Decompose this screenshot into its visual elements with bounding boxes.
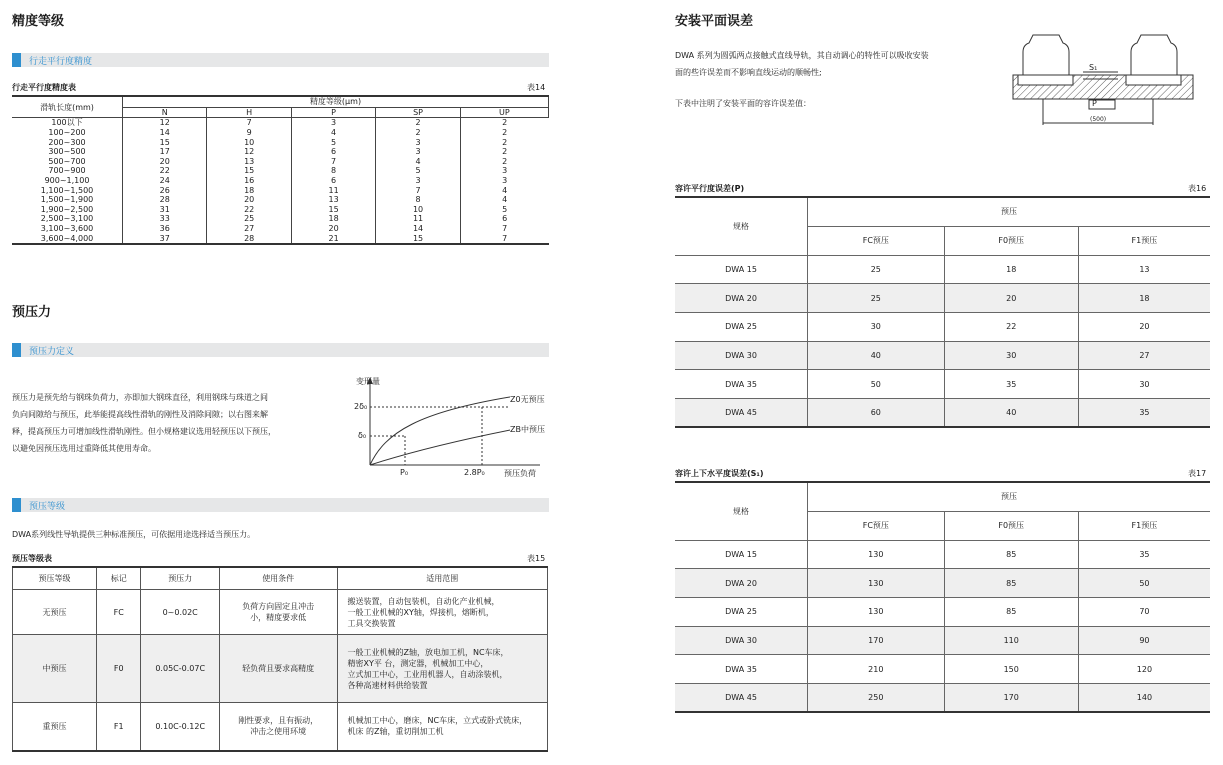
table-cell-condition (219, 590, 337, 635)
table-column-header: 预压力 (141, 567, 219, 590)
table-cell: 150 (944, 655, 1078, 684)
table-cell: 28 (123, 195, 207, 205)
table-row (675, 683, 1210, 712)
preload-grade-text: DWA系列线性导轨提供三种标准预压，可依据用途选择适当预压力。 (12, 530, 256, 539)
graph-x-tick-p0: P₀ (400, 468, 409, 477)
table-cell: 0.10C-0.12C (141, 703, 219, 751)
table-row (12, 137, 549, 147)
table-cell: DWA 25 (675, 597, 808, 626)
table-cell: 2 (460, 147, 548, 157)
table-row (675, 569, 1210, 598)
table-column-header: 适用范围 (337, 567, 548, 590)
table-cell: 31 (123, 205, 207, 215)
table-cell: 21 (291, 233, 375, 244)
table-cell: 3 (291, 118, 375, 128)
graph-y-label: 变形量 (356, 377, 380, 386)
table-cell: 170 (808, 626, 945, 655)
text-line: 面的些许误差而不影响直线运动的顺畅性; (675, 68, 822, 77)
table-column-header: F1预压 (1078, 226, 1210, 255)
table-cell: DWA 15 (675, 540, 808, 569)
graph-legend-zb: ZB中预压 (510, 425, 545, 434)
table-cell: 25 (808, 255, 945, 284)
table-cell: 5 (376, 166, 460, 176)
table-cell: 7 (460, 224, 548, 234)
table-cell: DWA 30 (675, 626, 808, 655)
table-column-header: 使用条件 (219, 567, 337, 590)
table16-number: 表16 (1188, 184, 1207, 193)
table-row (12, 205, 549, 215)
table-cell: 11 (291, 185, 375, 195)
table-cell: 3,600~4,000 (12, 233, 123, 244)
table-cell: 20 (291, 224, 375, 234)
table15-caption: 预压等级表 (12, 554, 52, 563)
subsection-bar-preload-grade (12, 498, 549, 512)
table-column-header: F0预压 (944, 226, 1078, 255)
table-cell: 26 (123, 185, 207, 195)
graph-legend-z0: Z0无预压 (510, 395, 545, 404)
table-cell: 35 (1078, 540, 1210, 569)
table-cell: 170 (944, 683, 1078, 712)
table-cell: 11 (376, 214, 460, 224)
table-level-tolerance (675, 481, 1210, 713)
table-cell: 30 (808, 312, 945, 341)
table-row (12, 185, 549, 195)
table-parallelism-precision (12, 95, 549, 245)
table-cell: F0 (96, 635, 141, 703)
table-cell: 35 (944, 370, 1078, 399)
section-title-mounting-error: 安装平面误差 (675, 14, 754, 29)
text-line: 立式加工中心，工业用机器人，自动涂装机， (347, 669, 508, 679)
table-cell-scope (337, 635, 548, 703)
table-cell: 20 (123, 157, 207, 167)
table15-number: 表15 (527, 554, 546, 563)
text-line: 负向间隙给与预压，此举能提高线性滑轨的刚性及消除间隙；以右图来解 (12, 410, 268, 419)
text-line: 精密XY平 台，测定器，机械加工中心， (347, 658, 489, 668)
table-row (12, 166, 549, 176)
table-column-header: F1预压 (1078, 511, 1210, 540)
text-line: 刚性要求，且有振动， (238, 716, 319, 726)
table-cell: 7 (291, 157, 375, 167)
table-row (675, 597, 1210, 626)
table-cell: 35 (1078, 398, 1210, 427)
table-cell: 7 (376, 185, 460, 195)
table-cell: 50 (1078, 569, 1210, 598)
table-cell: 60 (808, 398, 945, 427)
table-cell: 900~1,100 (12, 176, 123, 186)
table14-number: 表14 (527, 83, 546, 92)
table-cell: 16 (207, 176, 291, 186)
table-cell: 重预压 (13, 703, 97, 751)
table-cell: 2 (376, 128, 460, 138)
table-column-header: UP (460, 107, 548, 118)
table-cell: 700~900 (12, 166, 123, 176)
table-cell: 中预压 (13, 635, 97, 703)
table-row (675, 312, 1210, 341)
table-cell: 无预压 (13, 590, 97, 635)
text-line: 冲击之使用环境 (250, 727, 307, 737)
table-cell: 30 (1078, 370, 1210, 399)
section-marker (12, 53, 21, 67)
table-cell: 37 (123, 233, 207, 244)
table-cell: 300~500 (12, 147, 123, 157)
table16-caption: 容许平行度误差(P) (675, 184, 745, 193)
table-cell: 210 (808, 655, 945, 684)
table-row (675, 655, 1210, 684)
table-cell: 13 (207, 157, 291, 167)
curve-zb (370, 430, 510, 465)
table-cell: 24 (123, 176, 207, 186)
table-cell: 7 (460, 233, 548, 244)
table-cell: 1,100~1,500 (12, 185, 123, 195)
table-cell: 20 (1078, 312, 1210, 341)
text-line: 释，提高预压力可增加线性滑轨刚性。但小规格建议选用轻预压以下预压， (12, 427, 276, 436)
table-cell-condition (219, 703, 337, 751)
table17-number: 表17 (1188, 469, 1207, 478)
table-column-header: F0预压 (944, 511, 1078, 540)
table-cell: 120 (1078, 655, 1210, 684)
table-column-header: H (207, 107, 291, 118)
table-cell: DWA 30 (675, 341, 808, 370)
table-cell: 85 (944, 569, 1078, 598)
table-parallelism-tolerance (675, 196, 1210, 428)
left-rail (1018, 75, 1073, 85)
table-column-header: 标记 (96, 567, 141, 590)
table-header: 滑轨长度(mm) (12, 96, 123, 118)
table-column-header: FC预压 (808, 511, 945, 540)
text-line: 各种高速材料供给装置 (347, 680, 428, 690)
table-cell: 27 (1078, 341, 1210, 370)
text-line: 机械加工中心，磨床，NC车床，立式或卧式铣床， (347, 716, 528, 726)
table-cell: 2 (460, 157, 548, 167)
mounting-error-text (675, 47, 975, 81)
table-row (12, 214, 549, 224)
text-line: 小，精度要求低 (250, 613, 307, 622)
left-rail-block (1023, 35, 1069, 75)
table-cell: 18 (207, 185, 291, 195)
table-column-header: 预压等级 (13, 567, 97, 590)
table-cell: 14 (376, 224, 460, 234)
table-header-row (675, 197, 1210, 226)
mounting-error-note: 下表中注明了安装平面的容许误差值： (675, 99, 811, 108)
graph-x-label: 预压负荷 (504, 469, 536, 478)
table-cell: DWA 20 (675, 284, 808, 313)
table-cell-scope (337, 703, 548, 751)
table-row (12, 128, 549, 138)
table-cell: 17 (123, 147, 207, 157)
table-cell: 2 (460, 118, 548, 128)
table-header: 预压 (808, 197, 1211, 226)
table-column-header: SP (376, 107, 460, 118)
table-cell: 25 (207, 214, 291, 224)
table-cell: 4 (376, 157, 460, 167)
table-header: 精度等级(μm) (123, 96, 549, 107)
graph-x-tick-2p8: 2.8P₀ (464, 468, 485, 477)
table-cell: 7 (207, 118, 291, 128)
table-cell: 33 (123, 214, 207, 224)
table-cell: 14 (123, 128, 207, 138)
table-cell: 25 (808, 284, 945, 313)
text-line: 一般工业机械的XY轴，焊接机，熔断机， (347, 607, 494, 617)
table-cell: 0~0.02C (141, 590, 219, 635)
subsection-label: 预压力定义 (29, 347, 75, 357)
subsection-label: 行走平行度精度 (29, 57, 93, 67)
table-row (675, 255, 1210, 284)
section-marker (12, 343, 21, 357)
right-rail (1126, 75, 1181, 85)
table-cell: 15 (123, 137, 207, 147)
table-cell: 40 (944, 398, 1078, 427)
table-cell: 4 (291, 128, 375, 138)
figure-s1-label: S₁ (1089, 63, 1098, 72)
table-row (13, 635, 548, 703)
table-cell: 50 (808, 370, 945, 399)
table-cell: 15 (291, 205, 375, 215)
table-cell: 10 (207, 137, 291, 147)
table-cell: 6 (291, 147, 375, 157)
table-cell: DWA 45 (675, 398, 808, 427)
table-cell: 40 (808, 341, 945, 370)
table-cell: DWA 35 (675, 370, 808, 399)
table-cell: 3 (460, 166, 548, 176)
table-cell-scope (337, 590, 548, 635)
table-cell: 20 (944, 284, 1078, 313)
table-preload-grades (12, 566, 548, 752)
figure-dim-label: (500) (1090, 116, 1107, 123)
table-cell: DWA 25 (675, 312, 808, 341)
table-cell: FC (96, 590, 141, 635)
table-row (675, 341, 1210, 370)
table-cell: 18 (1078, 284, 1210, 313)
table-cell: 3 (376, 176, 460, 186)
table-cell: DWA 15 (675, 255, 808, 284)
table-cell: DWA 45 (675, 683, 808, 712)
table-row (13, 590, 548, 635)
table-row (675, 370, 1210, 399)
table-cell: 36 (123, 224, 207, 234)
table-cell: 250 (808, 683, 945, 712)
graph-y-tick-2delta: 2δ₀ (354, 402, 368, 411)
table-cell: 1,900~2,500 (12, 205, 123, 215)
table-header: 规格 (675, 197, 808, 255)
table-cell: DWA 35 (675, 655, 808, 684)
table-cell: 140 (1078, 683, 1210, 712)
preload-definition-text (12, 389, 342, 457)
mounting-error-figure (1003, 27, 1203, 130)
table-cell: 20 (207, 195, 291, 205)
table-cell: DWA 20 (675, 569, 808, 598)
table-row (675, 540, 1210, 569)
table-cell: 1,500~1,900 (12, 195, 123, 205)
table-header: 规格 (675, 482, 808, 540)
text-line: DWA 系列为圆弧两点接触式直线导轨，其自动调心的特性可以吸收安装 (675, 51, 929, 60)
table-cell: 12 (207, 147, 291, 157)
right-rail-block (1131, 35, 1177, 75)
table-row (675, 398, 1210, 427)
text-line: 预压力是预先给与钢珠负荷力，亦即加大钢珠直径，利用钢珠与珠道之间 (12, 393, 268, 402)
table-cell: 100以下 (12, 118, 123, 128)
text-line: 一般工业机械的Z轴，放电加工机，NC车床， (347, 647, 509, 657)
table-row (12, 147, 549, 157)
text-line: 搬送装置，自动包装机，自动化产业机械， (347, 596, 500, 606)
table-cell: 100~200 (12, 128, 123, 138)
table-row (12, 176, 549, 186)
text-line: 以避免因预压选用过重降低其使用寿命。 (12, 444, 156, 453)
table-header-row (675, 482, 1210, 511)
table-cell: 2 (460, 128, 548, 138)
table-cell: 70 (1078, 597, 1210, 626)
table-cell: 90 (1078, 626, 1210, 655)
table-cell: 500~700 (12, 157, 123, 167)
text-line: 工具交换装置 (347, 618, 396, 628)
table-cell: 6 (460, 214, 548, 224)
table-cell: 30 (944, 341, 1078, 370)
text-line: 负荷方向固定且冲击 (242, 602, 315, 611)
section-title-precision: 精度等级 (12, 14, 65, 29)
table-cell: 0.05C-0.07C (141, 635, 219, 703)
table-cell: 130 (808, 540, 945, 569)
table-cell: 22 (944, 312, 1078, 341)
section-title-preload: 预压力 (12, 305, 52, 320)
table-cell: 5 (460, 205, 548, 215)
table-cell: 18 (944, 255, 1078, 284)
table-cell: 15 (207, 166, 291, 176)
table17-caption: 容许上下水平度误差(S₁) (675, 469, 764, 478)
table-cell: 3 (376, 137, 460, 147)
subsection-label: 预压等级 (29, 502, 66, 512)
table-cell: 2,500~3,100 (12, 214, 123, 224)
table-cell: 27 (207, 224, 291, 234)
table-cell: 130 (808, 569, 945, 598)
table-cell: F1 (96, 703, 141, 751)
table-cell: 18 (291, 214, 375, 224)
table-cell: 22 (207, 205, 291, 215)
table-column-header: P (291, 107, 375, 118)
table-row (675, 626, 1210, 655)
table-cell: 6 (291, 176, 375, 186)
table-cell: 9 (207, 128, 291, 138)
table-row (12, 224, 549, 234)
table-column-header: FC预压 (808, 226, 945, 255)
table-cell: 3 (376, 147, 460, 157)
section-marker (12, 498, 21, 512)
text-line: 机床 的Z轴，重切削加工机 (347, 727, 444, 737)
table-cell: 3,100~3,600 (12, 224, 123, 234)
text-line: 轻负荷且要求高精度 (242, 664, 315, 673)
table-row (12, 195, 549, 205)
table-cell: 13 (1078, 255, 1210, 284)
table-cell: 85 (944, 540, 1078, 569)
table-cell: 28 (207, 233, 291, 244)
table-cell: 5 (291, 137, 375, 147)
table-cell: 2 (460, 137, 548, 147)
table-cell: 10 (376, 205, 460, 215)
subsection-bar-parallelism (12, 53, 549, 67)
table-row (12, 157, 549, 167)
table-cell: 130 (808, 597, 945, 626)
table-cell: 22 (123, 166, 207, 176)
graph-y-tick-delta: δ₀ (358, 431, 367, 440)
table-row (12, 118, 549, 128)
figure-p-label: P (1092, 99, 1097, 108)
table-cell: 8 (376, 195, 460, 205)
table-row (13, 703, 548, 751)
subsection-bar-preload-definition (12, 343, 549, 357)
table-cell-condition (219, 635, 337, 703)
table-cell: 8 (291, 166, 375, 176)
table-header: 预压 (808, 482, 1211, 511)
table-cell: 4 (460, 185, 548, 195)
table-cell: 2 (376, 118, 460, 128)
table-cell: 110 (944, 626, 1078, 655)
table-cell: 85 (944, 597, 1078, 626)
table-row (12, 233, 549, 244)
table14-caption: 行走平行度精度表 (12, 83, 76, 92)
table-cell: 3 (460, 176, 548, 186)
table-cell: 200~300 (12, 137, 123, 147)
table-cell: 12 (123, 118, 207, 128)
table-column-header: N (123, 107, 207, 118)
table-cell: 15 (376, 233, 460, 244)
table-cell: 4 (460, 195, 548, 205)
table-row (675, 284, 1210, 313)
table-cell: 13 (291, 195, 375, 205)
